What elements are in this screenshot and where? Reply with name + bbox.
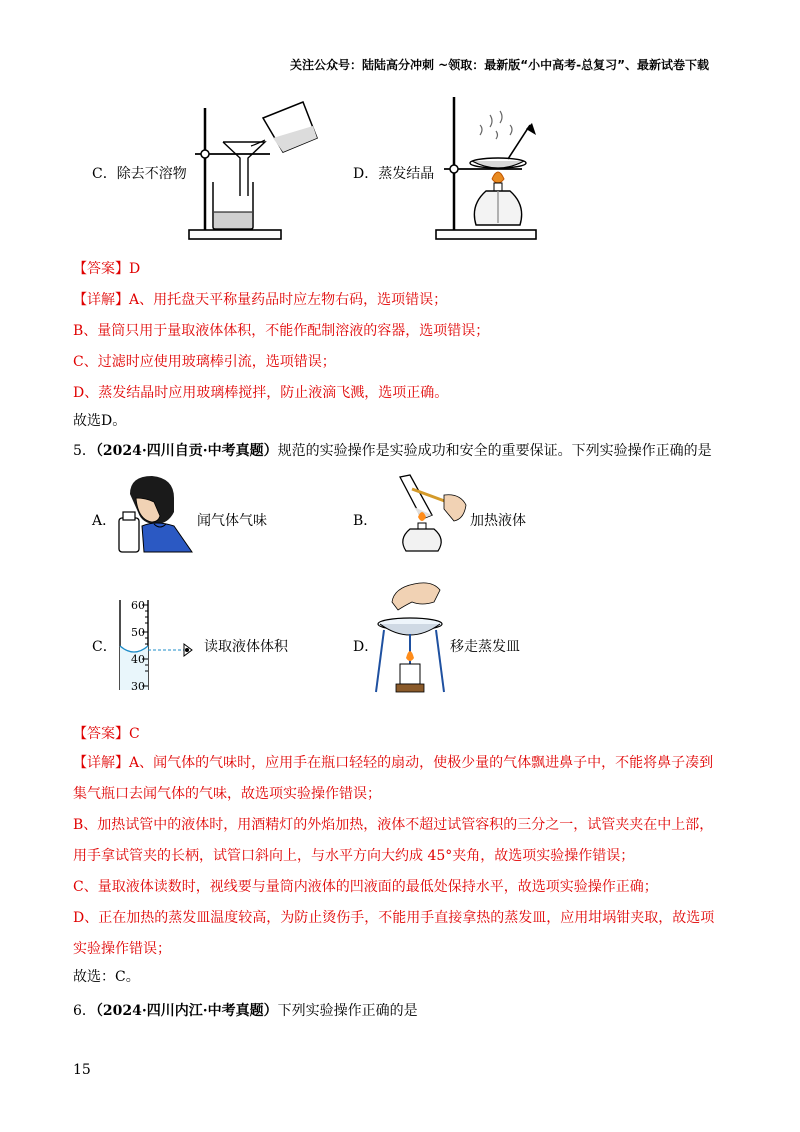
answer-value: C	[129, 726, 140, 742]
detail-tag: 【详解】	[73, 755, 129, 771]
cylinder-tick-label: 60	[131, 599, 145, 612]
cylinder-tick-label: 30	[131, 680, 145, 693]
q4-option-d	[353, 163, 434, 183]
q5-stem	[73, 440, 712, 460]
question-source: （2024·四川内江·中考真题）	[95, 1003, 278, 1019]
q5-option-c-text: 读取液体体积	[204, 639, 288, 655]
evaporation-apparatus-illustration	[432, 95, 562, 243]
q5-detail-line: D、正在加热的蒸发皿温度较高，为防止烫伤手，不能用手直接拿热的蒸发皿，应用坩埚钳夹取，故选项	[73, 910, 715, 926]
q5-detail-line: 用手拿试管夹的长柄，试管口斜向上，与水平方向大约成 45°夹角，故选项实验操作错误；	[73, 848, 635, 864]
heating-liquid-illustration	[374, 473, 469, 553]
q5-conclusion: 故选：C。	[73, 969, 140, 985]
q5-option-d-letter: D．	[353, 639, 379, 655]
q5-detail-line: 实验操作错误；	[73, 941, 171, 957]
detail-text: A、用托盘天平称量药品时应左物右码，选项错误；	[129, 292, 448, 308]
detail-text: A、闻气体的气味时，应用手在瓶口轻轻的扇动，使极少量的气体飘进鼻子中，不能将鼻子凑到	[129, 755, 714, 771]
option-letter: D．	[353, 166, 379, 182]
answer-tag: 【答案】	[73, 261, 129, 277]
cylinder-tick-label: 50	[131, 626, 145, 639]
filtration-apparatus-illustration	[185, 100, 320, 242]
moving-evaporating-dish-illustration	[374, 580, 446, 694]
q5-detail-line: B、加热试管中的液体时，用酒精灯的外焰加热，液体不超过试管容积的三分之一，试管夹夹在中上部，	[73, 817, 714, 833]
question-number: 6．	[73, 1003, 96, 1019]
q4-detail-line	[73, 289, 447, 309]
smelling-gas-illustration	[116, 472, 196, 554]
q4-detail-line: D、蒸发结晶时应用玻璃棒搅拌，防止液滴飞溅，选项正确。	[73, 385, 449, 401]
question-number: 5．	[73, 443, 96, 459]
q5-option-b-letter: B．	[353, 513, 378, 529]
page-number: 15	[73, 1062, 91, 1078]
q4-answer	[73, 258, 140, 278]
q6-stem	[73, 1000, 418, 1020]
q5-detail-line	[73, 752, 713, 772]
q5-option-b-text: 加热液体	[470, 513, 526, 529]
q4-detail-line: C、过滤时应使用玻璃棒引流，选项错误；	[73, 354, 336, 370]
q5-option-c-letter: C．	[92, 639, 117, 655]
q4-conclusion: 故选D。	[73, 413, 127, 429]
cylinder-tick-label: 40	[131, 653, 145, 666]
q4-detail-line: B、量筒只用于量取液体体积，不能作配制溶液的容器，选项错误；	[73, 323, 490, 339]
question-text: 下列实验操作正确的是	[277, 1003, 418, 1019]
option-text: 蒸发结晶	[378, 166, 435, 182]
q5-option-a-letter: A．	[92, 513, 117, 529]
option-letter: C．	[92, 166, 117, 182]
option-text: 除去不溶物	[116, 166, 187, 182]
detail-tag: 【详解】	[73, 292, 129, 308]
q5-option-a-text: 闻气体气味	[197, 513, 267, 529]
q4-option-c	[92, 163, 187, 183]
q5-detail-line: C、量取液体读数时，视线要与量筒内液体的凹液面的最低处保持水平，故选项实验操作正确；	[73, 879, 658, 895]
question-source: （2024·四川自贡·中考真题）	[95, 443, 278, 459]
page-header: 关注公众号：陆陆高分冲刺 ~领取：最新版“小中高考-总复习”、最新试卷下载	[290, 58, 709, 72]
q5-option-d-text: 移走蒸发皿	[450, 639, 520, 655]
answer-value: D	[129, 261, 141, 277]
question-text: 规范的实验操作是实验成功和安全的重要保证。下列实验操作正确的是	[277, 443, 712, 459]
answer-tag: 【答案】	[73, 726, 129, 742]
q5-detail-line: 集气瓶口去闻气体的气味，故选项实验操作错误；	[73, 786, 381, 802]
graduated-cylinder-illustration	[112, 598, 206, 692]
q5-answer	[73, 723, 140, 743]
